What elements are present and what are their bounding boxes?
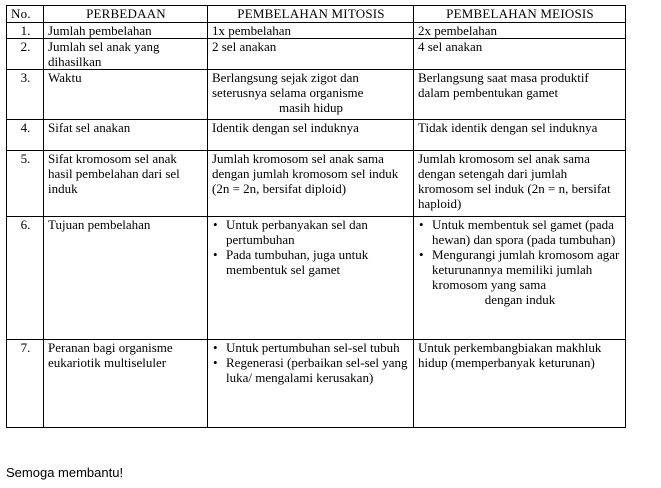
table-row [7, 70, 626, 120]
mitosis-bullet-list [212, 340, 410, 385]
header-row [7, 6, 626, 23]
list-item: • Untuk membentuk sel gamet (pada hewan) dan spora (pada tumbuhan) [418, 217, 622, 247]
row-number: 1. [7, 23, 44, 39]
row-meiosis: Jumlah kromosom sel anak sama dengan setengah dari jumlah kromosom sel induk (2n = n, bersifat haploid) [414, 151, 626, 217]
row-meiosis [414, 217, 626, 340]
table-row [7, 217, 626, 340]
header-mitosis: PEMBELAHAN MITOSIS [208, 6, 414, 23]
row-meiosis: Berlangsung saat masa produktif dalam pembentukan gamet [414, 70, 626, 120]
list-item: • Mengurangi jumlah kromosom agar keturunannya memiliki jumlah kromosom yang sama [418, 247, 622, 292]
meiosis-text-end: dengan induk [484, 292, 556, 307]
row-perbedaan: Jumlah pembelahan [44, 23, 208, 39]
table-row [7, 23, 626, 39]
comparison-table [6, 5, 626, 428]
header-perbedaan: PERBEDAAN [44, 6, 208, 23]
row-mitosis [208, 217, 414, 340]
closing-message: Semoga membantu! [6, 465, 124, 480]
row-mitosis: 1x pembelahan [208, 23, 414, 39]
mitosis-text: Berlangsung sejak zigot dan seterusnya selama organisme [212, 70, 364, 100]
row-mitosis: Identik dengan sel induknya [208, 120, 414, 151]
row-mitosis [208, 340, 414, 428]
row-meiosis: Tidak identik dengan sel induknya [414, 120, 626, 151]
table-row [7, 120, 626, 151]
row-mitosis: Jumlah kromosom sel anak sama dengan jumlah kromosom sel induk (2n = 2n, bersifat diploid) [208, 151, 414, 217]
mitosis-text-end: masih hidup [279, 100, 343, 115]
table-row [7, 39, 626, 70]
row-mitosis: 2 sel anakan [208, 39, 414, 70]
row-number: 2. [7, 39, 44, 70]
row-number: 5. [7, 151, 44, 217]
row-number: 4. [7, 120, 44, 151]
row-number: 7. [7, 340, 44, 428]
header-no: No. [7, 6, 44, 23]
meiosis-bullet-list [418, 217, 622, 292]
row-meiosis: 4 sel anakan [414, 39, 626, 70]
row-meiosis: Untuk perkembangbiakan makhluk hidup (memperbanyak keturunan) [414, 340, 626, 428]
header-meiosis: PEMBELAHAN MEIOSIS [414, 6, 626, 23]
row-perbedaan: Sifat kromosom sel anak hasil pembelahan dari sel induk [44, 151, 208, 217]
row-perbedaan: Peranan bagi organisme eukariotik multiseluler [44, 340, 208, 428]
list-item: • Untuk pertumbuhan sel-sel tubuh [212, 340, 410, 355]
row-perbedaan: Tujuan pembelahan [44, 217, 208, 340]
row-number: 3. [7, 70, 44, 120]
table-row [7, 340, 626, 428]
row-mitosis [208, 70, 414, 120]
list-item: • Pada tumbuhan, juga untuk membentuk sel gamet [212, 247, 410, 277]
row-number: 6. [7, 217, 44, 340]
row-perbedaan: Waktu [44, 70, 208, 120]
table-row [7, 151, 626, 217]
row-meiosis: 2x pembelahan [414, 23, 626, 39]
row-perbedaan: Sifat sel anakan [44, 120, 208, 151]
list-item: • Untuk perbanyakan sel dan pertumbuhan [212, 217, 410, 247]
row-perbedaan: Jumlah sel anak yang dihasilkan [44, 39, 208, 70]
mitosis-bullet-list [212, 217, 410, 277]
list-item: • Regenerasi (perbaikan sel-sel yang luka/ mengalami kerusakan) [212, 355, 410, 385]
